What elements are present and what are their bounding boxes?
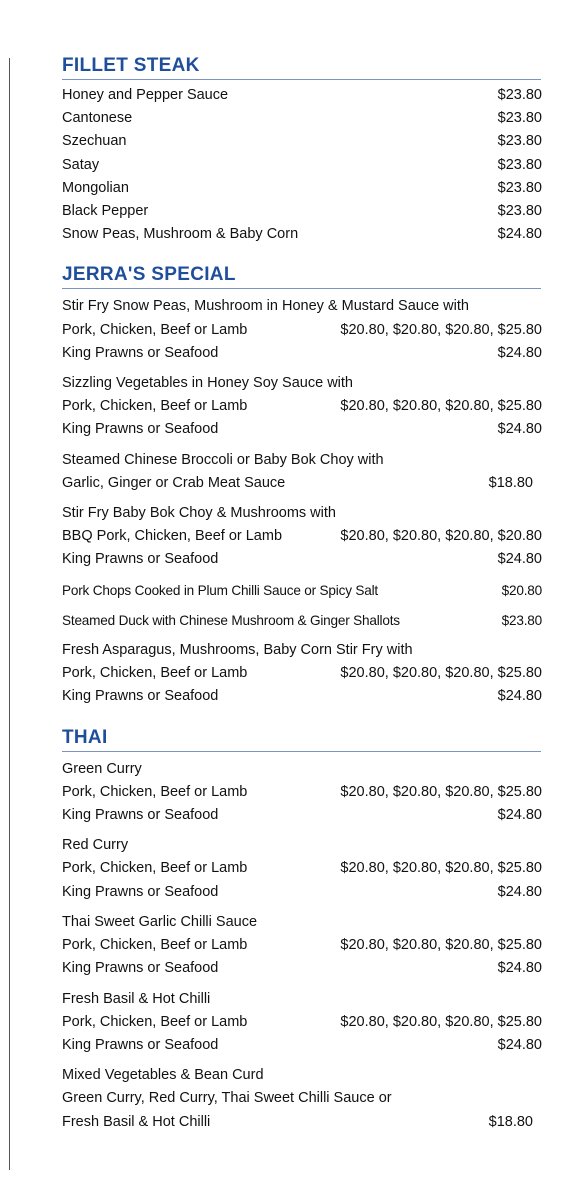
menu-item xyxy=(62,200,542,223)
item-price: $23.80 xyxy=(497,179,542,196)
item-heading: Green Curry xyxy=(62,760,142,777)
item-heading: Stir Fry Snow Peas, Mushroom in Honey & Mustard Sauce with xyxy=(62,298,469,315)
section-title: FILLET STEAK xyxy=(62,55,200,76)
item-heading: Mixed Vegetables & Bean Curd xyxy=(62,1067,264,1084)
option-price: $20.80, $20.80, $20.80, $25.80 xyxy=(340,321,542,338)
item-option-row xyxy=(62,804,542,827)
option-name: Pork, Chicken, Beef or Lamb xyxy=(62,1013,248,1030)
item-heading-row xyxy=(62,449,542,472)
section-divider xyxy=(62,79,541,80)
item-option-row xyxy=(62,1111,542,1134)
item-heading: Sizzling Vegetables in Honey Soy Sauce with xyxy=(62,375,353,392)
menu-items xyxy=(62,758,542,1134)
option-name: King Prawns or Seafood xyxy=(62,344,219,361)
menu-item xyxy=(62,107,542,130)
option-name: King Prawns or Seafood xyxy=(62,1036,219,1053)
item-heading-row xyxy=(62,1064,542,1087)
item-option-row xyxy=(62,685,542,708)
option-price: $24.80 xyxy=(497,883,542,900)
section-divider xyxy=(62,288,541,289)
section-thai xyxy=(62,724,542,1134)
section-title: THAI xyxy=(62,726,108,748)
item-heading: Red Curry xyxy=(62,837,129,854)
item-price: $23.80 xyxy=(497,110,542,127)
item-option-row xyxy=(62,418,542,441)
menu-item-group xyxy=(62,609,542,632)
menu-item-group xyxy=(62,295,542,365)
item-heading: Fresh Basil & Hot Chilli xyxy=(62,990,211,1007)
menu-item-group xyxy=(62,911,542,981)
menu-item xyxy=(62,154,542,177)
option-price: $20.80, $20.80, $20.80, $25.80 xyxy=(340,860,542,877)
item-price: $23.80 xyxy=(497,156,542,173)
menu-items xyxy=(62,295,542,708)
menu-item-group xyxy=(62,834,542,904)
menu-item xyxy=(62,84,542,107)
menu-item xyxy=(62,609,542,632)
item-heading: Steamed Chinese Broccoli or Baby Bok Choy with xyxy=(62,451,384,468)
option-price: $20.80, $20.80, $20.80, $25.80 xyxy=(340,937,542,954)
option-name: Pork, Chicken, Beef or Lamb xyxy=(62,665,248,682)
section-divider xyxy=(62,751,541,752)
item-name: Snow Peas, Mushroom & Baby Corn xyxy=(62,226,299,243)
option-price: $20.80, $20.80, $20.80, $25.80 xyxy=(340,1013,542,1030)
option-price: $24.80 xyxy=(497,1036,542,1053)
item-name: Pork Chops Cooked in Plum Chilli Sauce or Spicy Salt xyxy=(62,582,378,598)
item-heading-row xyxy=(62,639,542,662)
item-heading: Thai Sweet Garlic Chilli Sauce xyxy=(62,913,258,930)
option-price: $20.80, $20.80, $20.80, $25.80 xyxy=(340,783,542,800)
menu-items xyxy=(62,84,542,246)
option-name: King Prawns or Seafood xyxy=(62,421,219,438)
section-jerras-special xyxy=(62,261,542,708)
option-name: Pork, Chicken, Beef or Lamb xyxy=(62,398,248,415)
item-name: Cantonese xyxy=(62,110,133,127)
option-name: Pork, Chicken, Beef or Lamb xyxy=(62,860,248,877)
item-option-row xyxy=(62,1011,542,1034)
item-name: Szechuan xyxy=(62,133,127,150)
option-name: Pork, Chicken, Beef or Lamb xyxy=(62,783,248,800)
item-heading-row xyxy=(62,372,542,395)
item-option-row xyxy=(62,395,542,418)
item-heading-row xyxy=(62,834,542,857)
option-price: $24.80 xyxy=(497,551,542,568)
item-option-row xyxy=(62,525,542,548)
item-option-row xyxy=(62,1034,542,1057)
item-price: $23.80 xyxy=(497,87,542,103)
option-price: $20.80, $20.80, $20.80, $25.80 xyxy=(340,398,542,415)
item-heading-row xyxy=(62,295,542,318)
item-name: Black Pepper xyxy=(62,203,149,220)
item-option-row xyxy=(62,472,542,495)
menu-item-group xyxy=(62,502,542,572)
option-price: $18.80 xyxy=(488,1113,533,1130)
option-price: $24.80 xyxy=(497,960,542,977)
option-name: Green Curry, Red Curry, Thai Sweet Chilli Sauce or xyxy=(62,1090,392,1107)
option-price: $24.80 xyxy=(497,344,542,361)
option-price: $24.80 xyxy=(497,807,542,824)
item-heading: Stir Fry Baby Bok Choy & Mushrooms with xyxy=(62,505,336,522)
option-name: Fresh Basil & Hot Chilli xyxy=(62,1113,211,1130)
item-name: Satay xyxy=(62,156,100,173)
item-heading-row xyxy=(62,911,542,934)
menu-item xyxy=(62,579,542,602)
menu-item-group xyxy=(62,1064,542,1134)
item-heading-row xyxy=(62,758,542,781)
option-price: $20.80, $20.80, $20.80, $20.80 xyxy=(340,528,542,545)
item-option-row xyxy=(62,881,542,904)
item-heading-row xyxy=(62,502,542,525)
item-option-row xyxy=(62,957,542,980)
menu-item-group xyxy=(62,449,542,495)
option-name: Pork, Chicken, Beef or Lamb xyxy=(62,937,248,954)
item-option-row xyxy=(62,781,542,804)
menu-item xyxy=(62,130,542,153)
menu-item-group xyxy=(62,639,542,709)
item-option-row xyxy=(62,934,542,957)
option-name: BBQ Pork, Chicken, Beef or Lamb xyxy=(62,528,283,545)
menu-page xyxy=(62,52,542,1134)
option-name: King Prawns or Seafood xyxy=(62,551,219,568)
menu-item-group xyxy=(62,758,542,828)
item-price: $24.80 xyxy=(497,226,542,243)
menu-item-group xyxy=(62,988,542,1058)
menu-item-group xyxy=(62,372,542,442)
option-name: Garlic, Ginger or Crab Meat Sauce xyxy=(62,474,286,491)
item-name: Steamed Duck with Chinese Mushroom & Ginger Shallots xyxy=(62,612,400,628)
item-name: Mongolian xyxy=(62,179,129,196)
option-name: King Prawns or Seafood xyxy=(62,807,219,824)
menu-item xyxy=(62,177,542,200)
item-price: $23.80 xyxy=(501,612,542,628)
item-price: $23.80 xyxy=(497,203,542,220)
option-price: $24.80 xyxy=(497,421,542,438)
option-price: $18.80 xyxy=(488,474,533,491)
item-heading: Fresh Asparagus, Mushrooms, Baby Corn Stir Fry with xyxy=(62,642,413,659)
option-price: $20.80, $20.80, $20.80, $25.80 xyxy=(340,665,542,682)
item-option-row xyxy=(62,1087,542,1110)
item-option-row xyxy=(62,857,542,880)
menu-item-group xyxy=(62,579,542,602)
option-name: King Prawns or Seafood xyxy=(62,688,219,705)
left-margin-rule xyxy=(9,58,10,1170)
item-heading-row xyxy=(62,988,542,1011)
item-price: $23.80 xyxy=(497,133,542,150)
item-name: Honey and Pepper Sauce xyxy=(62,87,229,103)
section-title: JERRA'S SPECIAL xyxy=(62,264,236,286)
option-price: $24.80 xyxy=(497,688,542,705)
menu-item xyxy=(62,223,542,246)
item-option-row xyxy=(62,548,542,571)
section-fillet-steak xyxy=(62,52,542,246)
option-name: Pork, Chicken, Beef or Lamb xyxy=(62,321,248,338)
option-name: King Prawns or Seafood xyxy=(62,960,219,977)
item-option-row xyxy=(62,319,542,342)
item-price: $20.80 xyxy=(501,582,542,598)
option-name: King Prawns or Seafood xyxy=(62,883,219,900)
item-option-row xyxy=(62,662,542,685)
item-option-row xyxy=(62,342,542,365)
